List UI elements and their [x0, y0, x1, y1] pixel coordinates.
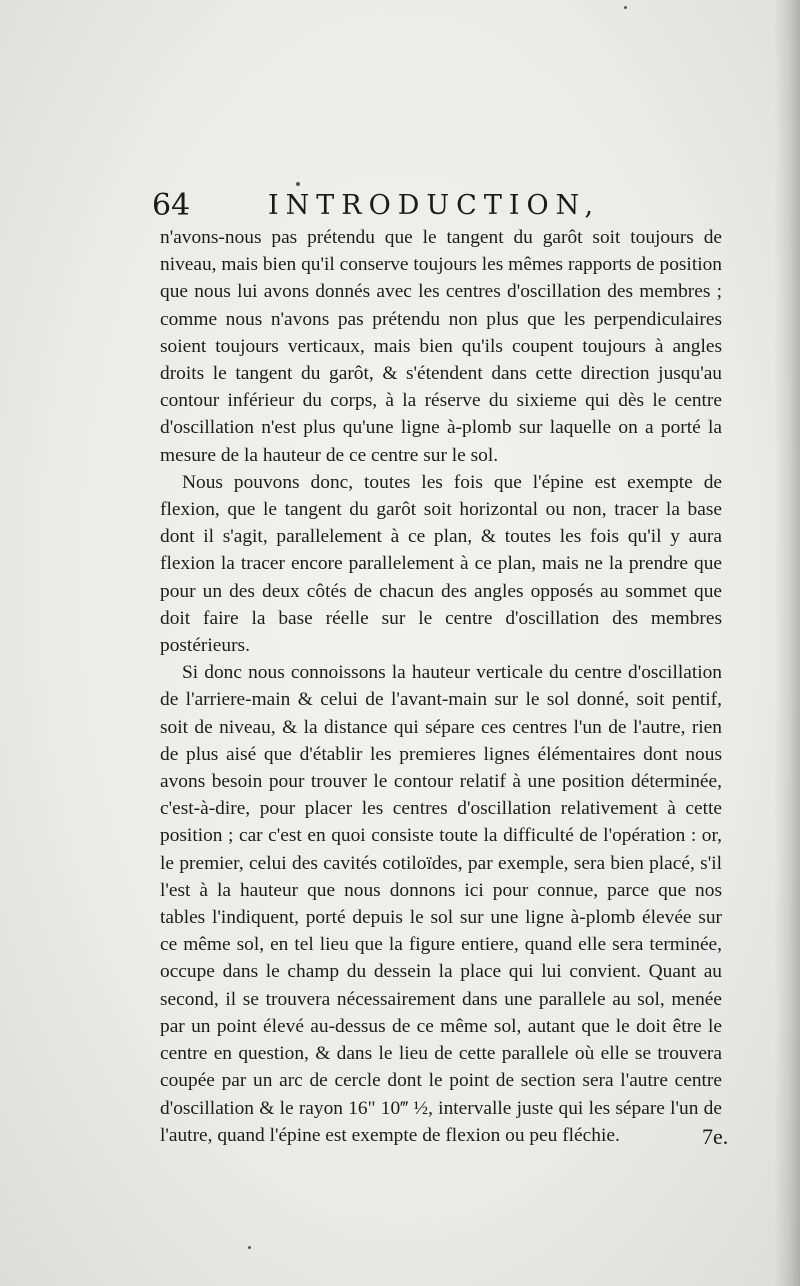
paragraph: Nous pouvons donc, toutes les fois que l'épine est exempte de flexion, que le tangent du garôt soit horizontal ou non, tracer la base dont il s'agit, parallelement à ce plan, & toutes les fois qu'il y aura flexion la tracer encore parallelement à ce plan, mais ne la prendre que pour un des deux côtés de chacun des angles opposés au sommet que doit faire la base réelle sur le centre d'oscillation des membres postérieurs. [160, 471, 722, 657]
body-text [160, 224, 722, 1149]
paragraph: Si donc nous connoissons la hauteur verticale du centre d'oscillation de l'arriere-main & celui de l'avant-main sur le sol donné, soit pentif, soit de niveau, & la distance qui sépare ces centres l'un de l'autre, rien de plus aisé que d'établir les premieres lignes élémentaires dont nous avons besoin pour trouver le contour relatif à une position déterminée, c'est-à-dire, pour placer les centres d'oscillation relativement à cette position ; car c'est en quoi consiste toute la difficulté de l'opération : or, le premier, celui des cavités cotiloïdes, par exemple, sera bien placé, s'il l'est à la hauteur que nous donnons ici pour connue, parce que nos tables l'indiquent, porté depuis le sol sur une ligne à-plomb élevée sur ce même sol, en tel lieu que la figure entiere, quand elle sera terminée, occupe dans le champ du dessein la place qui lui convient. Quant au second, il se trouvera nécessairement dans une parallele au sol, menée par un point élevé au-dessus de ce même sol, autant que le doit être le centre en question, & dans le lieu de cette parallele où elle se trouvera coupée par un arc de cercle dont le point de section sera l'autre centre d'oscillation & le rayon 16" 10‴ ½, intervalle juste qui les sépare l'un de l'autre, quand l'épine est exempte de flexion ou peu fléchie. [160, 662, 722, 1146]
page-number: 64 [152, 188, 191, 223]
page-header [152, 186, 622, 226]
paper-speck [624, 6, 627, 9]
paper-speck [248, 1246, 251, 1249]
catchword: 7e. [702, 1124, 729, 1149]
page-gutter-shadow [774, 0, 800, 1286]
running-title: INTRODUCTION, [268, 190, 601, 221]
paragraph-continuation: n'avons-nous pas prétendu que le tangent du garôt soit toujours de niveau, mais bien qu'il conserve toujours les mêmes rapports de position que nous lui avons donnés avec les centres d'oscillation des membres ; comme nous n'avons pas prétendu non plus que les perpendiculaires soient toujours verticaux, mais bien qu'ils coupent toujours à angles droits le tangent du garôt, & s'étendent dans cette direction jusqu'au contour inférieur du corps, à la réserve du sixieme qui dès le centre d'oscillation n'est plus qu'une ligne à-plomb sur laquelle on a porté la mesure de la hauteur de ce centre sur le sol. [160, 227, 722, 466]
